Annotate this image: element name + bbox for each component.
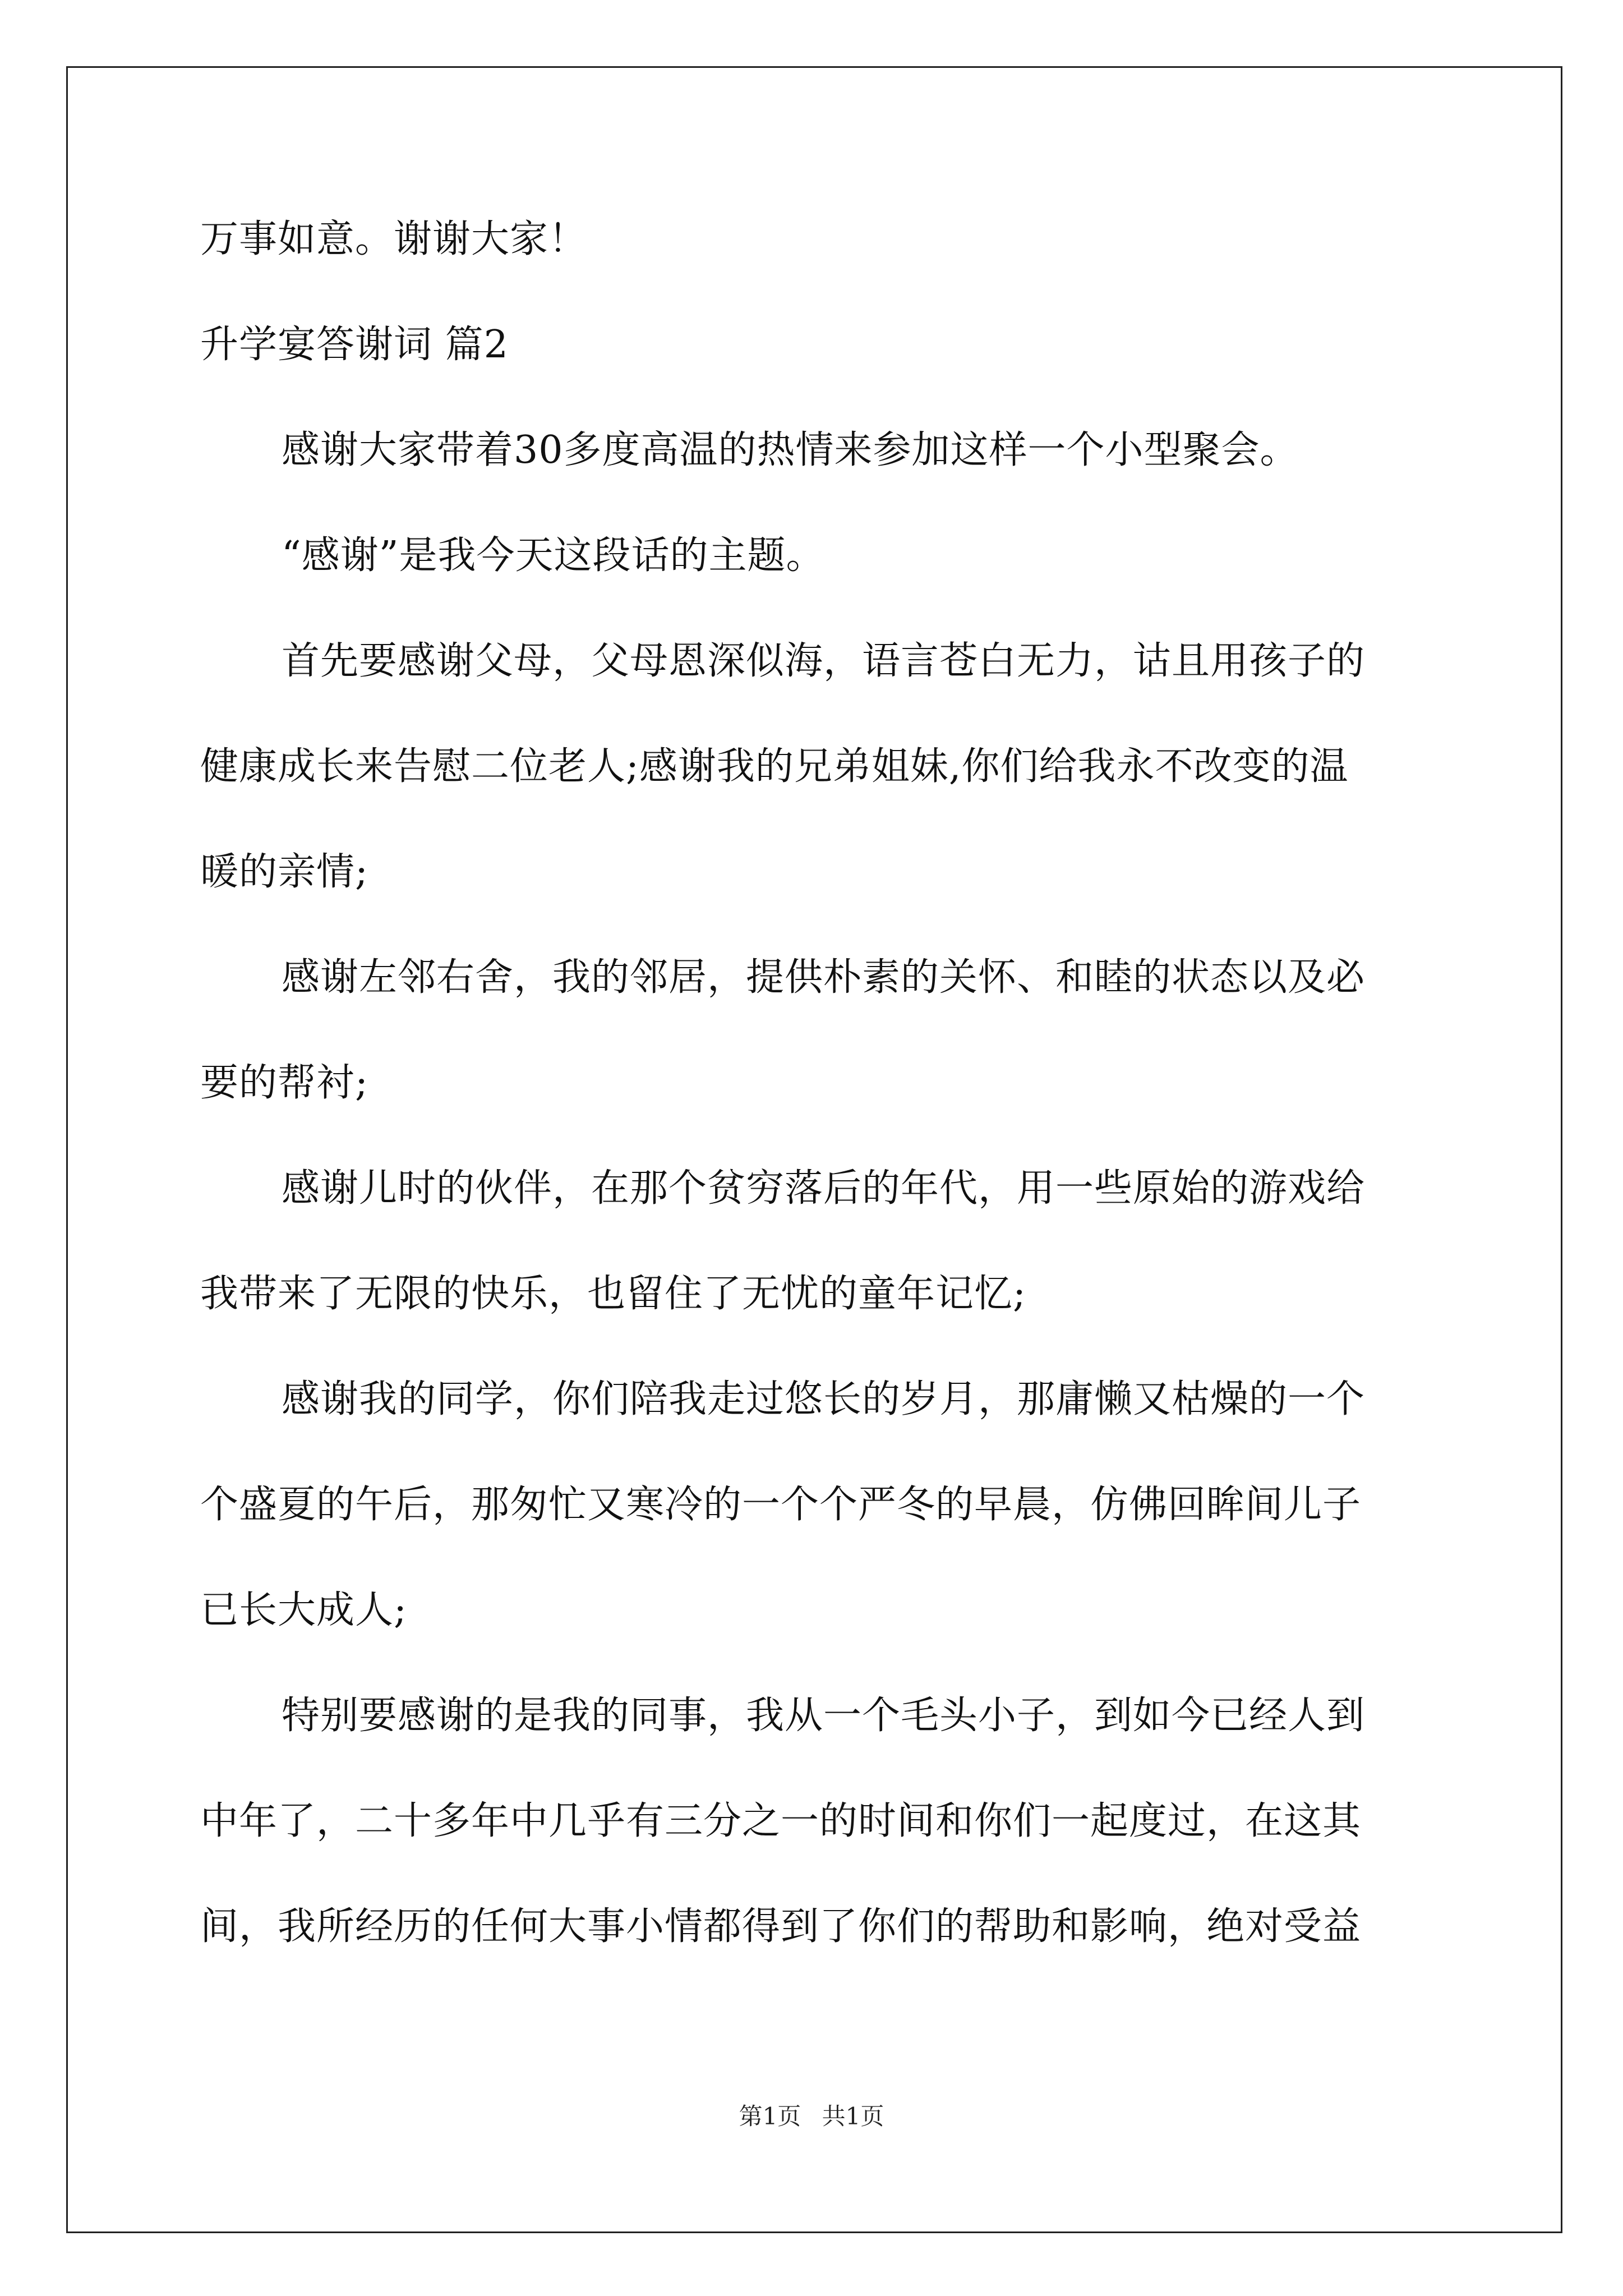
section-heading: 升学宴答谢词 篇2 bbox=[200, 323, 509, 367]
text-line: 我带来了无限的快乐，也留住了无忧的童年记忆; bbox=[200, 1272, 1026, 1316]
text-line: 感谢大家带着30多度高温的热情来参加这样一个小型聚会。 bbox=[282, 428, 1299, 472]
page-footer bbox=[0, 2098, 1623, 2132]
text-line: 间，我所经历的任何大事小情都得到了你们的帮助和影响，绝对受益 bbox=[200, 1904, 1362, 1949]
text-line: 感谢儿时的伙伴，在那个贫穷落后的年代，用一些原始的游戏给 bbox=[282, 1166, 1366, 1211]
text-line: 已长大成人; bbox=[200, 1588, 407, 1632]
text-line: 个盛夏的午后，那匆忙又寒冷的一个个严冬的早晨，仿佛回眸间儿子 bbox=[200, 1483, 1362, 1527]
text-line: 感谢我的同学，你们陪我走过悠长的岁月，那庸懒又枯燥的一个 bbox=[282, 1377, 1366, 1421]
text-line: 感谢左邻右舍，我的邻居，提供朴素的关怀、和睦的状态以及必 bbox=[282, 955, 1366, 1000]
text-line: “感谢”是我今天这段话的主题。 bbox=[282, 533, 825, 578]
text-line: 中年了，二十多年中几乎有三分之一的时间和你们一起度过，在这其 bbox=[200, 1799, 1362, 1843]
text-line: 万事如意。谢谢大家！ bbox=[200, 217, 588, 261]
text-line: 特别要感谢的是我的同事，我从一个毛头小子，到如今已经人到 bbox=[282, 1694, 1366, 1738]
text-line: 暖的亲情; bbox=[200, 850, 368, 894]
text-line: 要的帮衬; bbox=[200, 1061, 368, 1105]
text-line: 首先要感谢父母，父母恩深似海，语言苍白无力，诂且用孩子的 bbox=[282, 639, 1366, 683]
text-line: 健康成长来告慰二位老人;感谢我的兄弟姐妹,你们给我永不改变的温 bbox=[200, 744, 1349, 789]
page-number: 第1页 bbox=[739, 2102, 801, 2130]
page-total: 共1页 bbox=[822, 2102, 884, 2130]
